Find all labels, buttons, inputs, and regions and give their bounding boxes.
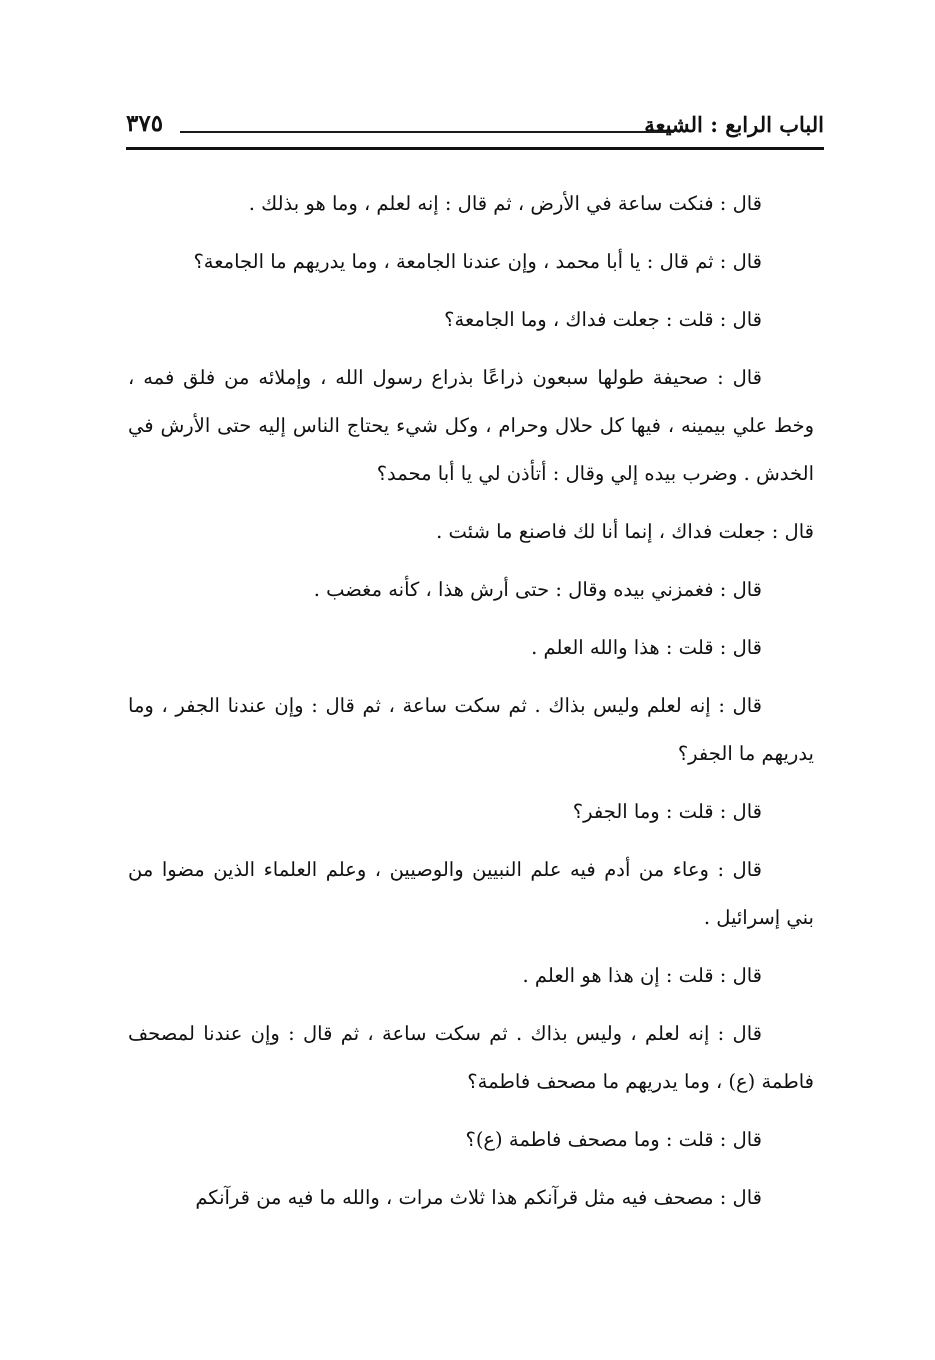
page-header [126,108,824,148]
paragraph: قال : فنكت ساعة في الأرض ، ثم قال : إنه لعلم ، وما هو بذلك . [248,192,762,215]
paragraph: قال : إنه لعلم وليس بذاك . ثم سكت ساعة ، ثم قال : وإن عندنا الجفر ، وما يدريهم ما الجفر؟ [128,694,814,765]
paragraph: قال : قلت : هذا والله العلم . [531,636,762,659]
paragraph: قال : قلت : جعلت فداك ، وما الجامعة؟ [444,308,762,331]
paragraph: قال : جعلت فداك ، إنما أنا لك فاصنع ما شئت . [436,520,814,543]
paragraph: قال : فغمزني بيده وقال : حتى أرش هذا ، كأنه مغضب . [313,578,762,601]
page-body [128,180,814,1232]
paragraph: قال : مصحف فيه مثل قرآنكم هذا ثلاث مرات ، والله ما فيه من قرآنكم [195,1186,762,1209]
chapter-title: الباب الرابع : الشيعة [644,112,824,137]
paragraph: قال : وعاء من أدم فيه علم النبيين والوصيين ، وعلم العلماء الذين مضوا من بني إسرائيل . [128,858,814,929]
header-divider [126,147,824,150]
paragraph: قال : ثم قال : يا أبا محمد ، وإن عندنا الجامعة ، وما يدريهم ما الجامعة؟ [193,250,762,273]
paragraph: قال : قلت : وما الجفر؟ [572,800,762,823]
page-number: ٣٧٥ [126,110,164,137]
paragraph: قال : إنه لعلم ، وليس بذاك . ثم سكت ساعة ، ثم قال : وإن عندنا لمصحف فاطمة (ع) ، وما يدريهم ما مصحف فاطمة؟ [128,1022,814,1093]
paragraph: قال : قلت : إن هذا هو العلم . [522,964,762,987]
header-rule [180,131,674,133]
paragraph: قال : قلت : وما مصحف فاطمة (ع)؟ [465,1128,762,1151]
paragraph: قال : صحيفة طولها سبعون ذراعًا بذراع رسول الله ، وإملائه من فلق فمه ، وخط علي بيمينه ، فيها كل حلال وحرام ، وكل شيء يحتاج الناس إليه حتى الأرش في الخدش . وضرب بيده إلي وقال : أتأذن لي يا أبا محمد؟ [128,366,814,485]
